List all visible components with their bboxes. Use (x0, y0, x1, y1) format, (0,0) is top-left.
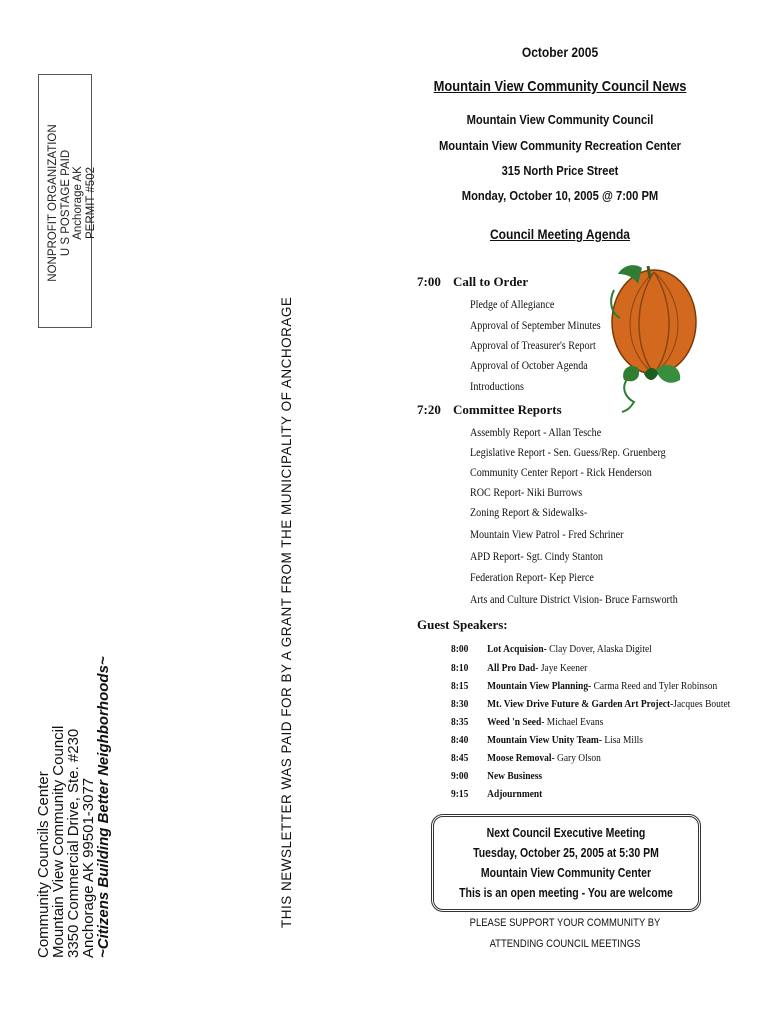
guest-speaker: Jaye Keener (540, 662, 588, 674)
guest-speaker-row (451, 788, 542, 800)
section-time: 7:00 (417, 274, 441, 289)
guest-topic: All Pro Dad- (487, 662, 539, 674)
guest-speaker: Michael Evans (546, 716, 604, 728)
guest-speaker-row (451, 752, 601, 764)
agenda-section-committee-reports (417, 402, 562, 418)
guest-speaker-row (451, 698, 730, 710)
guest-time: 8:15 (451, 680, 469, 692)
address-line: Mountain View Community Council (50, 725, 67, 958)
pumpkin-image (604, 262, 700, 414)
newsletter-title: Mountain View Community Council News (433, 78, 687, 95)
guest-speaker-row (451, 734, 643, 746)
exec-meeting-line: Next Council Executive Meeting (486, 826, 646, 840)
guest-speaker-row (451, 716, 603, 728)
agenda-section-call-to-order (417, 274, 528, 290)
section-title: Committee Reports (453, 402, 562, 417)
exec-meeting-line: This is an open meeting - You are welcome (459, 886, 673, 900)
address-line: 3350 Commercial Drive, Ste. #230 (65, 728, 82, 958)
address-line: Anchorage AK 99501-3077 (80, 777, 97, 958)
guest-topic: Lot Acquision- (487, 643, 547, 655)
guest-time: 8:10 (451, 662, 469, 674)
guest-time: 9:15 (451, 788, 469, 800)
guest-topic: Adjournment (487, 788, 543, 800)
permit-line: Anchorage AK (72, 166, 84, 240)
guest-speaker: Lisa Mills (604, 734, 643, 746)
issue-date: October 2005 (521, 44, 599, 60)
guest-topic: Weed 'n Seed- (487, 716, 545, 728)
meeting-datetime: Monday, October 10, 2005 @ 7:00 PM (461, 188, 659, 203)
guest-topic: Moose Removal- (487, 752, 555, 764)
agenda-item: Arts and Culture District Vision- Bruce Farnsworth (470, 594, 678, 606)
agenda-item: APD Report- Sgt. Cindy Stanton (470, 551, 603, 563)
venue-name: Mountain View Community Recreation Center (438, 138, 682, 153)
grant-statement: THIS NEWSLETTER WAS PAID FOR BY A GRANT FROM THE MUNICIPALITY OF ANCHORAGE (279, 296, 294, 928)
guest-topic: Mountain View Unity Team- (487, 734, 602, 746)
support-line: PLEASE SUPPORT YOUR COMMUNITY BY (469, 917, 661, 929)
return-address (36, 558, 111, 958)
guest-speaker-row (451, 643, 652, 655)
agenda-item: Pledge of Allegiance (470, 299, 555, 311)
section-title: Call to Order (453, 274, 529, 289)
exec-meeting-line: Tuesday, October 25, 2005 at 5:30 PM (473, 846, 659, 860)
agenda-item: Approval of September Minutes (470, 320, 601, 332)
agenda-item: Assembly Report - Allan Tesche (470, 427, 602, 439)
guest-speaker-row (451, 770, 542, 782)
permit-line: U S POSTAGE PAID (59, 149, 72, 257)
agenda-item: Federation Report- Kep Pierce (470, 572, 594, 584)
agenda-item: Approval of October Agenda (470, 360, 588, 372)
guest-speaker: Carma Reed and Tyler Robinson (593, 680, 718, 692)
agenda-item: Community Center Report - Rick Henderson (470, 467, 652, 479)
guest-speakers-heading: Guest Speakers: (417, 617, 508, 632)
venue-street: 315 North Price Street (501, 163, 619, 178)
guest-speaker: Clay Dover, Alaska Digitel (549, 643, 652, 655)
guest-time: 8:00 (451, 643, 469, 655)
guest-topic: New Business (487, 770, 543, 782)
guest-topic: Mt. View Drive Future & Garden Art Project- (487, 698, 674, 710)
agenda-item: Mountain View Patrol - Fred Schriner (470, 529, 624, 541)
guest-time: 8:30 (451, 698, 469, 710)
agenda-item: Introductions (470, 381, 524, 393)
motto: ~Citizens Building Better Neighborhoods~ (95, 656, 112, 958)
guest-time: 9:00 (451, 770, 469, 782)
guest-speaker: Jacques Boutet (673, 698, 731, 710)
guest-speaker: Gary Olson (557, 752, 601, 764)
address-line: Community Councils Center (35, 771, 52, 958)
council-name: Mountain View Community Council (466, 112, 654, 127)
guest-speaker-row (451, 680, 717, 692)
agenda-item: Zoning Report & Sidewalks- (470, 507, 588, 519)
agenda-item: Approval of Treasurer's Report (470, 340, 596, 352)
guest-topic: Mountain View Planning- (487, 680, 592, 692)
postage-permit-text (47, 88, 97, 318)
next-exec-meeting-box (431, 814, 701, 912)
permit-line: NONPROFIT ORGANIZATION (47, 124, 59, 282)
agenda-title: Council Meeting Agenda (489, 226, 631, 242)
guest-time: 8:35 (451, 716, 469, 728)
guest-time: 8:45 (451, 752, 469, 764)
permit-line: PERMIT #502 (84, 167, 97, 240)
agenda-item: ROC Report- Niki Burrows (470, 487, 583, 499)
section-time: 7:20 (417, 402, 441, 417)
support-line: ATTENDING COUNCIL MEETINGS (489, 938, 641, 950)
exec-meeting-line: Mountain View Community Center (480, 866, 652, 880)
guest-time: 8:40 (451, 734, 469, 746)
guest-speaker-row (451, 662, 587, 674)
postage-permit-box (38, 74, 97, 328)
agenda-item: Legislative Report - Sen. Guess/Rep. Gruenberg (470, 447, 666, 459)
